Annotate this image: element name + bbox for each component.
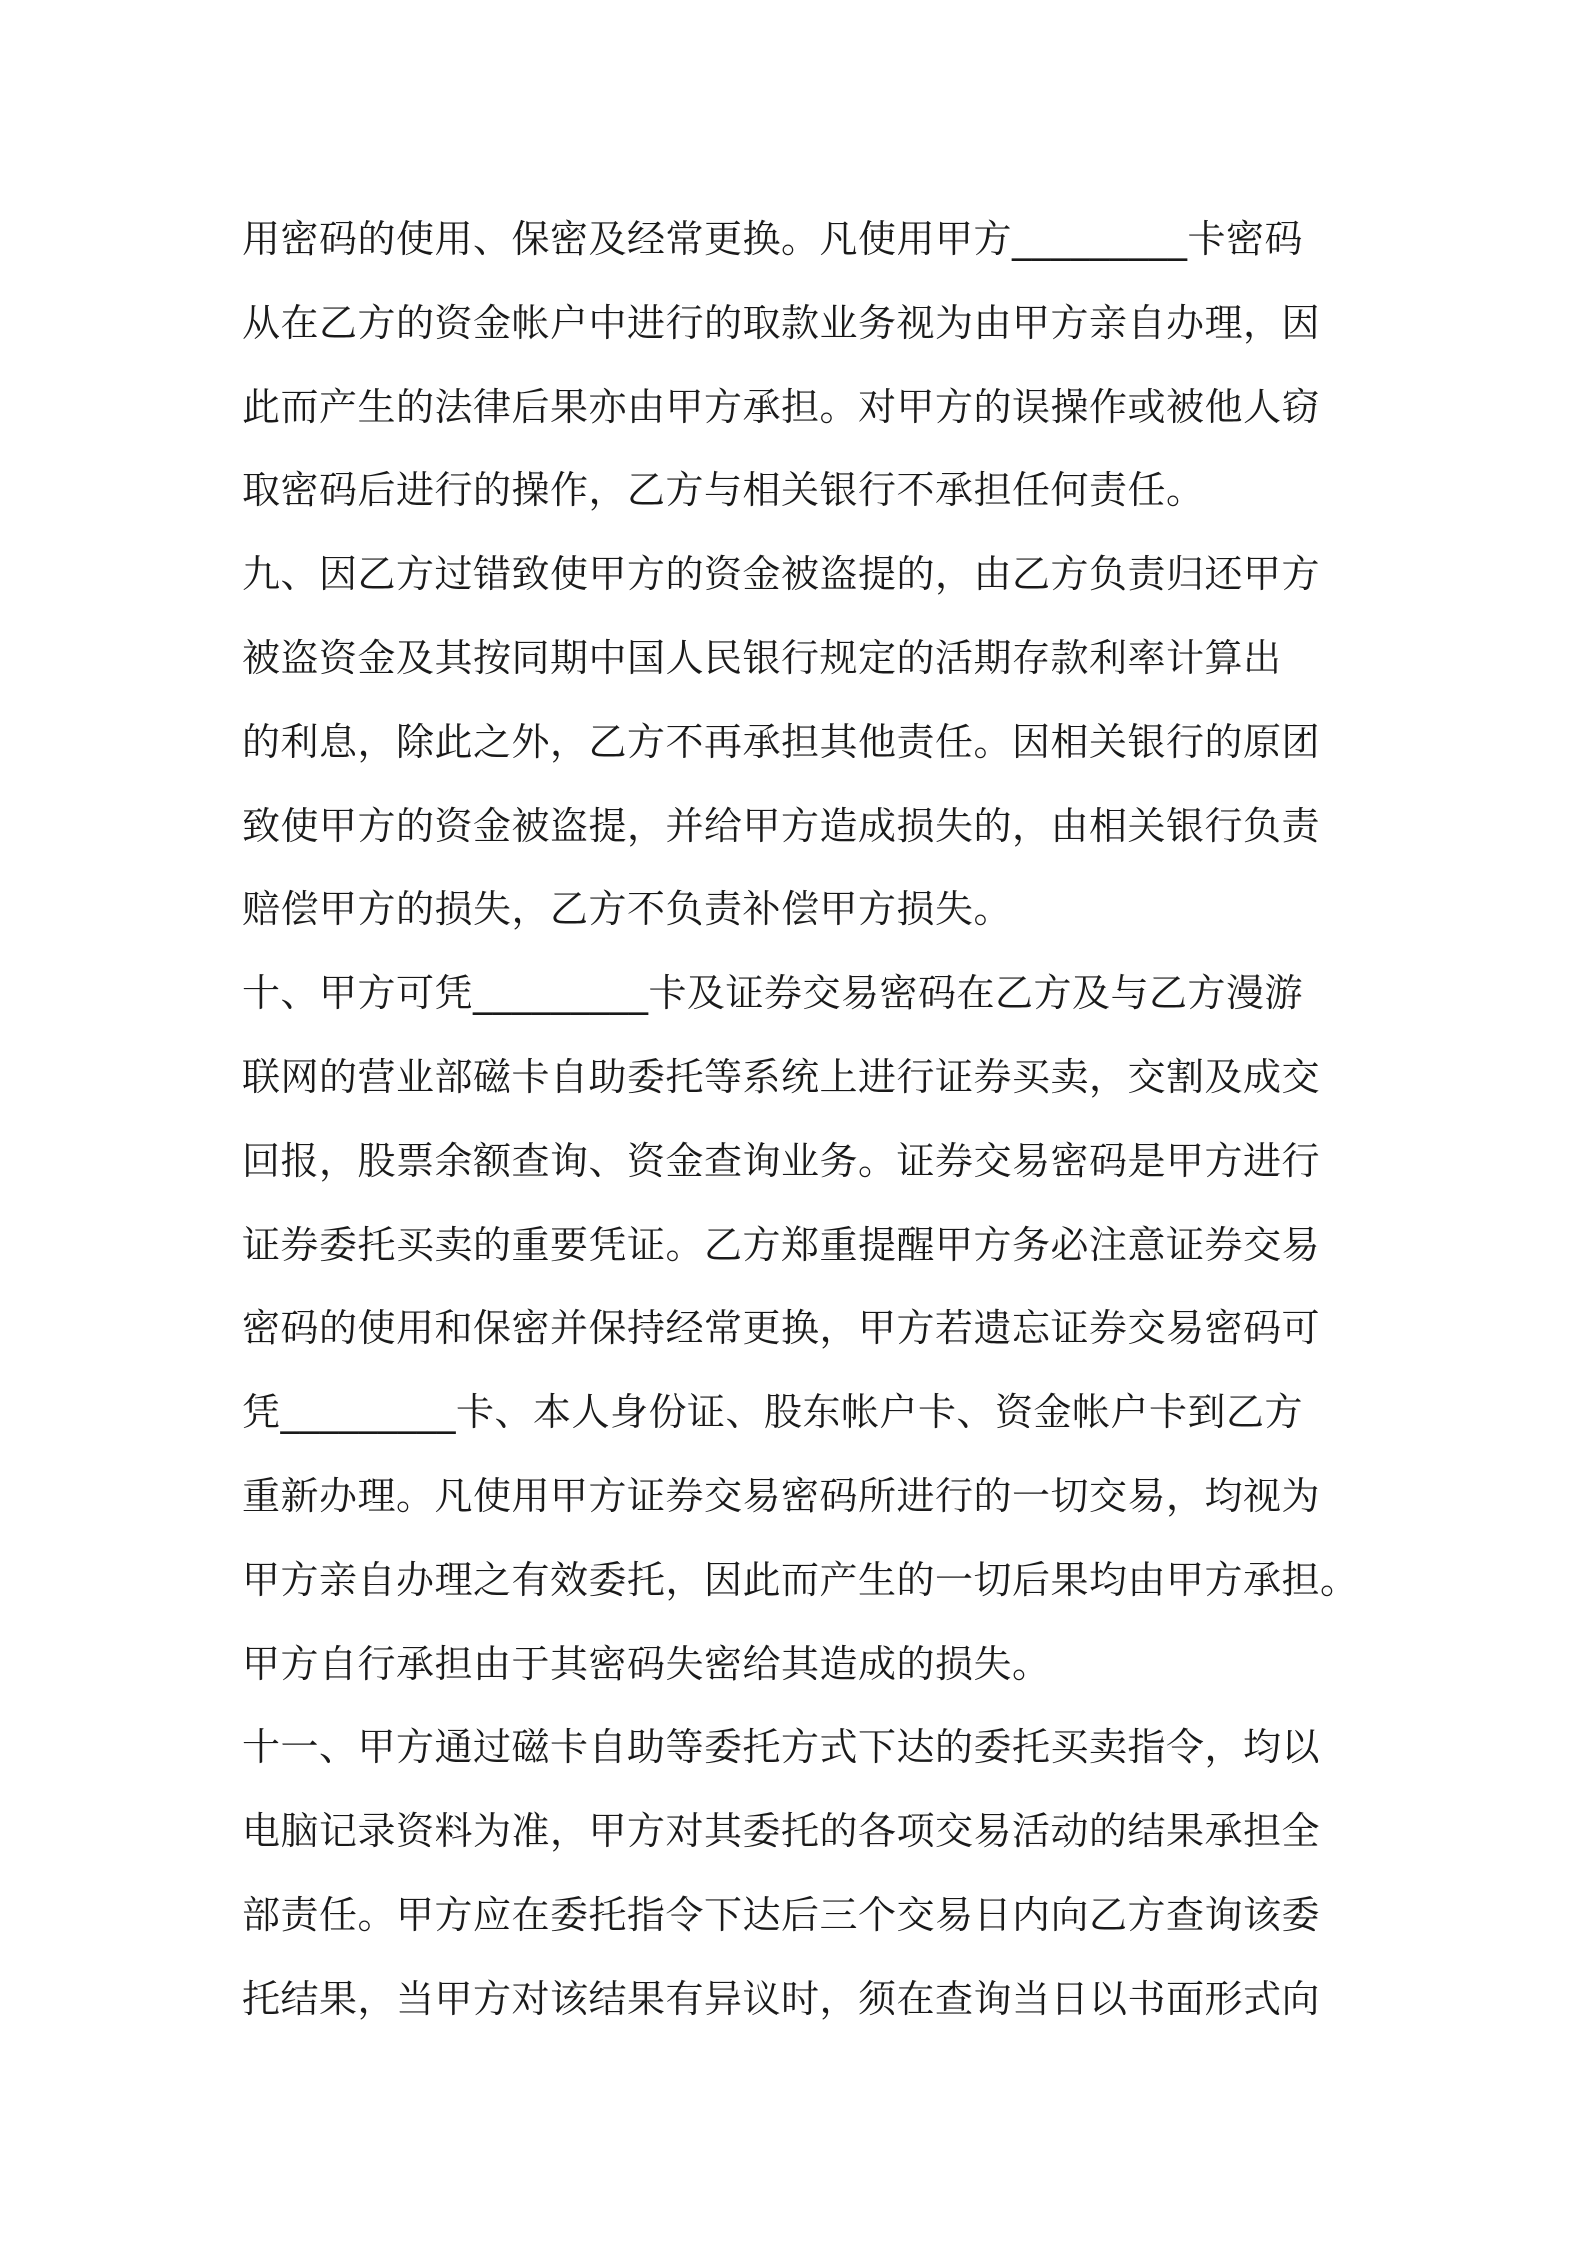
text-line-2: 从在乙方的资金帐户中进行的取款业务视为由甲方亲自办理，因 xyxy=(242,300,1321,345)
text-line-14: 密码的使用和保密并保持经常更换，甲方若遗忘证券交易密码可 xyxy=(242,1306,1321,1351)
text-line-20: 电脑记录资料为准，甲方对其委托的各项交易活动的结果承担全 xyxy=(242,1809,1321,1854)
text-line-7: 的利息，除此之外，乙方不再承担其他责任。因相关银行的原团 xyxy=(242,719,1321,764)
text-line-6: 被盗资金及其按同期中国人民银行规定的活期存款利率计算出 xyxy=(242,635,1282,680)
text-line-11: 联网的营业部磁卡自助委托等系统上进行证券买卖，交割及成交 xyxy=(242,1054,1321,1099)
text-line-8: 致使甲方的资金被盗提，并给甲方造成损失的，由相关银行负责 xyxy=(242,803,1321,848)
text-line-21: 部责任。甲方应在委托指令下达后三个交易日内向乙方查询该委 xyxy=(242,1892,1321,1937)
text-line-12: 回报，股票余额查询、资金查询业务。证券交易密码是甲方进行 xyxy=(242,1138,1321,1183)
text-line-19: 十一、甲方通过磁卡自助等委托方式下达的委托买卖指令，均以 xyxy=(242,1725,1321,1770)
text-line-1: 用密码的使用、保密及经常更换。凡使用甲方_________卡密码 xyxy=(242,217,1304,261)
body-text xyxy=(242,198,1382,2042)
text-line-10: 十、甲方可凭_________卡及证券交易密码在乙方及与乙方漫游 xyxy=(242,971,1304,1016)
text-line-5: 九、因乙方过错致使甲方的资金被盗提的，由乙方负责归还甲方 xyxy=(242,552,1321,597)
text-line-22: 托结果，当甲方对该结果有异议时，须在查询当日以书面形式向 xyxy=(242,1976,1321,2021)
text-line-18: 甲方自行承担由于其密码失密给其造成的损失。 xyxy=(242,1641,1051,1686)
text-line-15: 凭_________卡、本人身份证、股东帐户卡、资金帐户卡到乙方 xyxy=(242,1390,1304,1435)
text-line-13: 证券委托买卖的重要凭证。乙方郑重提醒甲方务必注意证券交易 xyxy=(242,1222,1321,1267)
text-line-17: 甲方亲自办理之有效委托，因此而产生的一切后果均由甲方承担。 xyxy=(242,1557,1359,1602)
text-line-3: 此而产生的法律后果亦由甲方承担。对甲方的误操作或被他人窃 xyxy=(242,384,1321,429)
text-line-16: 重新办理。凡使用甲方证券交易密码所进行的一切交易，均视为 xyxy=(242,1473,1321,1518)
text-line-4: 取密码后进行的操作，乙方与相关银行不承担任何责任。 xyxy=(242,468,1205,513)
text-line-9: 赔偿甲方的损失，乙方不负责补偿甲方损失。 xyxy=(242,887,1013,932)
